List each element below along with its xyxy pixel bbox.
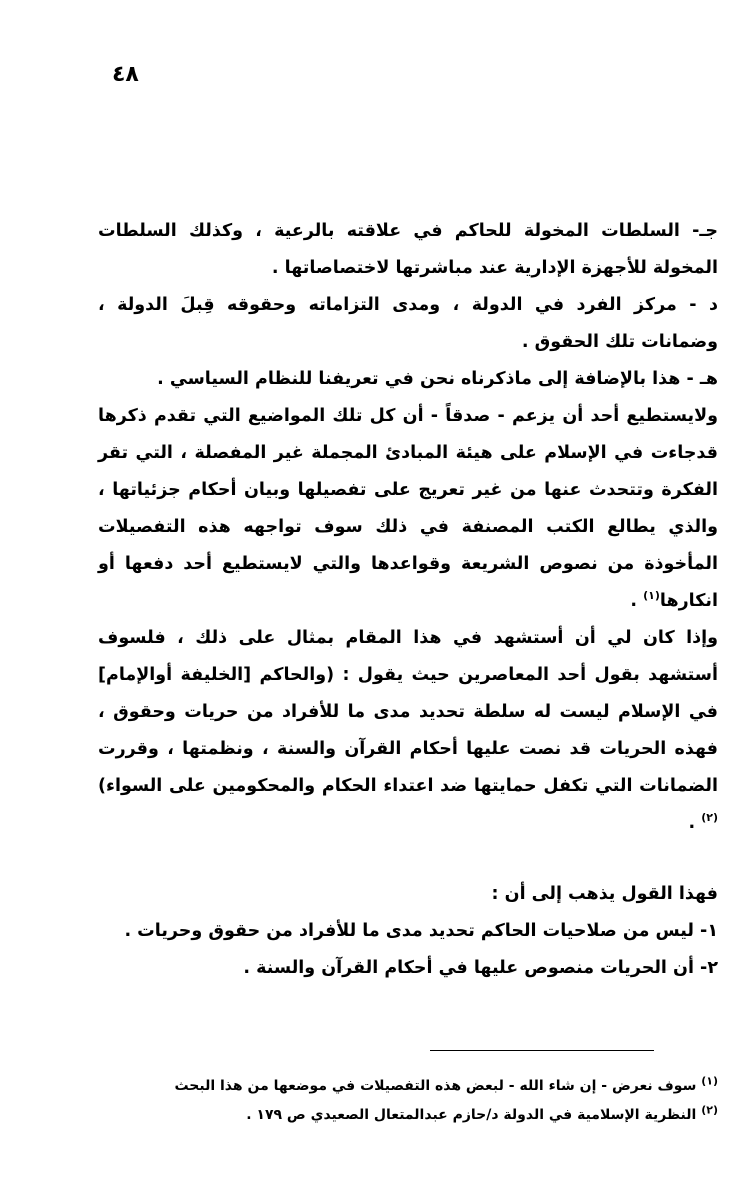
footnote bbox=[98, 1072, 718, 1101]
paragraph: جـ- السلطات المخولة للحاكم في علاقته بالرعية ، وكذلك السلطات المخولة للأجهزة الإدارية عند مباشرتها لاختصاصاتها . bbox=[98, 221, 718, 278]
page-number: ٤٨ bbox=[112, 62, 139, 87]
footnote-marker: (٢) bbox=[701, 1103, 718, 1117]
footnote-marker: (١) bbox=[701, 1074, 718, 1088]
footnote-text: النظرية الإسلامية في الدولة د/حازم عبدالمتعال الصعيدي ص ١٧٩ . bbox=[246, 1107, 697, 1123]
paragraph: فهذا القول يذهب إلى أن : bbox=[491, 884, 718, 904]
spacer bbox=[98, 842, 718, 876]
footnote-text: سوف نعرض - إن شاء الله - لبعض هذه التفصيلات في موضعها من هذا البحث bbox=[174, 1078, 697, 1094]
main-text bbox=[98, 213, 718, 987]
sentence-end: . bbox=[688, 813, 702, 833]
list-item: ٢- أن الحريات منصوص عليها في أحكام القرآن والسنة . bbox=[243, 958, 718, 978]
paragraph bbox=[98, 398, 718, 620]
footnote-divider bbox=[430, 1050, 654, 1051]
list-item: ١- ليس من صلاحيات الحاكم تحديد مدى ما للأفراد من حقوق وحريات . bbox=[124, 921, 718, 941]
sentence-end: . bbox=[630, 591, 644, 611]
paragraph bbox=[98, 620, 718, 842]
footnote bbox=[98, 1101, 718, 1130]
footnotes bbox=[98, 1072, 718, 1130]
paragraph: د - مركز الفرد في الدولة ، ومدى التزاماته وحقوقه قِبلَ الدولة ، وضمانات تلك الحقوق . bbox=[98, 295, 718, 352]
footnote-ref: (١) bbox=[643, 589, 660, 603]
paragraph-text: ولايستطيع أحد أن يزعم - صدقاً - أن كل تلك المواضيع التي تقدم ذكرها قدجاءت في الإسلام على هيئة المبادئ المجملة غير المفصلة ، التي تقر الفكرة وتتحدث عنها من غير تعريج على تفصيلها وبيان أحكام جزئياتها ، والذي يطالع الكتب المصنفة في ذلك سوف تواجهه هذه التفصيلات المأخوذة من نصوص الشريعة وقواعدها والتي لايستطيع أحد دفعها أو انكارها bbox=[98, 406, 718, 611]
footnote-ref: (٢) bbox=[701, 811, 718, 825]
paragraph-text: وإذا كان لي أن أستشهد في هذا المقام بمثال على ذلك ، فلسوف أستشهد بقول أحد المعاصرين حيث يقول : (والحاكم [الخليفة أوالإمام] في الإسلام ليست له سلطة تحديد مدى ما للأفراد من حريات وحقوق ، فهذه الحريات قد نصت عليها أحكام القرآن والسنة ، ونظمتها ، وقررت الضمانات التي تكفل حمايتها ضد اعتداء الحكام والمحكومين على السواء) bbox=[98, 628, 718, 796]
paragraph: هـ - هذا بالإضافة إلى ماذكرناه نحن في تعريفنا للنظام السياسي . bbox=[157, 369, 718, 389]
